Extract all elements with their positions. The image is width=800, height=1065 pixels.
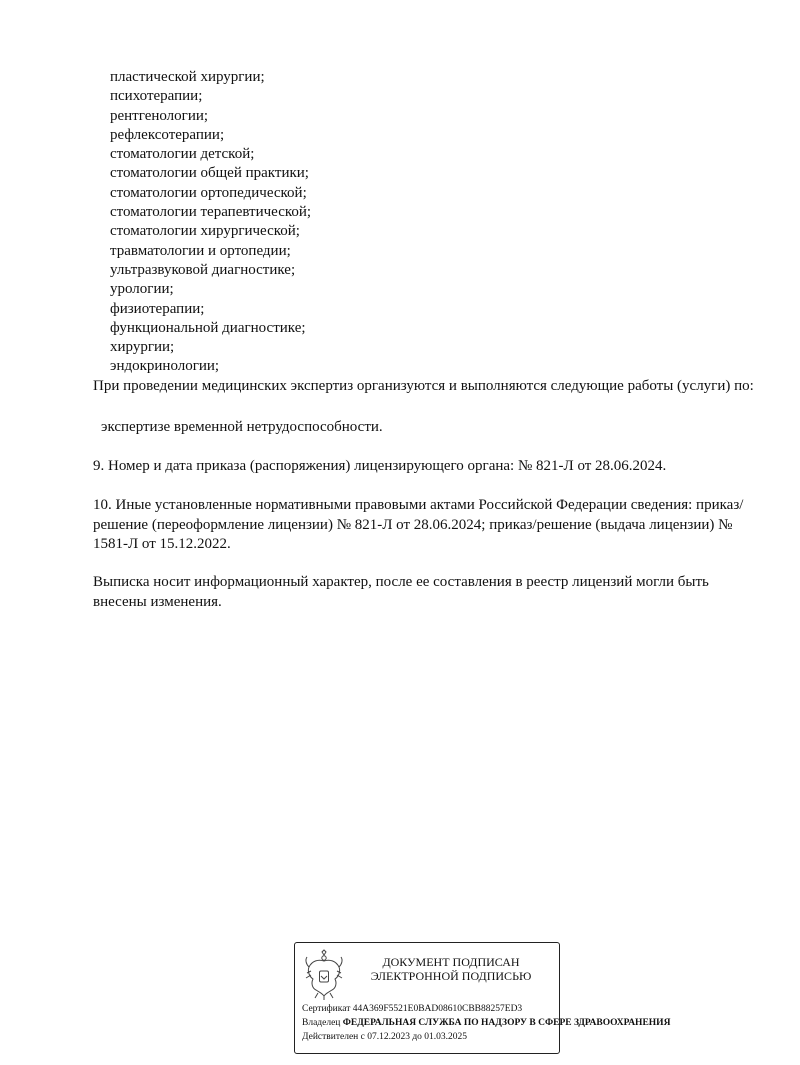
list-item: пластической хирургии; <box>110 69 265 85</box>
list-item: физиотерапии; <box>110 300 205 317</box>
certificate-label: Сертификат <box>302 1004 351 1014</box>
other-info-item: 10. Иные установленные нормативными правовыми актами Российской Федерации сведения: приказ/решение (переоформление лицензии) № 821-Л от 28.06.2024; приказ/решение (выдача лицензии) № 1581-Л от 15.12.2022. <box>93 497 744 552</box>
list-item: стоматологии общей практики; <box>110 165 309 182</box>
electronic-signature-stamp <box>294 942 671 1054</box>
list-item: функциональной диагностике; <box>110 319 306 336</box>
list-item: стоматологии детской; <box>110 146 255 163</box>
expertise-item: экспертизе временной нетрудоспособности. <box>101 419 383 435</box>
disclaimer-note: Выписка носит информационный характер, после ее составления в реестр лицензий могли быть внесены изменения. <box>93 574 709 610</box>
list-item: травматологии и ортопедии; <box>110 242 291 259</box>
list-item: стоматологии хирургической; <box>110 223 300 240</box>
expertise-intro: При проведении медицинских экспертиз организуются и выполняются следующие работы (услуги) по: <box>93 378 754 394</box>
owner-label: Владелец <box>302 1018 341 1028</box>
list-item: эндокринологии; <box>110 358 220 375</box>
owner-value: ФЕДЕРАЛЬНАЯ СЛУЖБА ПО НАДЗОРУ В СФЕРЕ ЗДРАВООХРАНЕНИЯ <box>342 1018 671 1028</box>
list-item: психотерапии; <box>110 88 203 105</box>
stamp-validity: Действителен с 07.12.2023 до 01.03.2025 <box>302 1032 468 1042</box>
list-item: рефлексотерапии; <box>110 126 225 143</box>
services-list <box>110 68 311 377</box>
list-item: стоматологии терапевтической; <box>110 204 312 221</box>
stamp-owner <box>302 1018 670 1029</box>
list-item: стоматологии ортопедической; <box>110 184 307 201</box>
list-item: урологии; <box>110 281 174 298</box>
list-item: рентгенологии; <box>110 107 209 124</box>
stamp-certificate <box>302 1004 522 1015</box>
list-item: ультразвуковой диагностике; <box>110 261 296 278</box>
license-order-item: 9. Номер и дата приказа (распоряжения) лицензирующего органа: № 821-Л от 28.06.2024. <box>93 458 667 474</box>
certificate-value: 44A369F5521E0BAD08610CBB88257ED3 <box>352 1004 523 1014</box>
list-item: хирургии; <box>110 339 175 356</box>
stamp-title-line2: ЭЛЕКТРОННОЙ ПОДПИСЬЮ <box>370 969 532 983</box>
stamp-title-line1: ДОКУМЕНТ ПОДПИСАН <box>382 955 520 969</box>
coat-of-arms-icon <box>303 949 345 1001</box>
